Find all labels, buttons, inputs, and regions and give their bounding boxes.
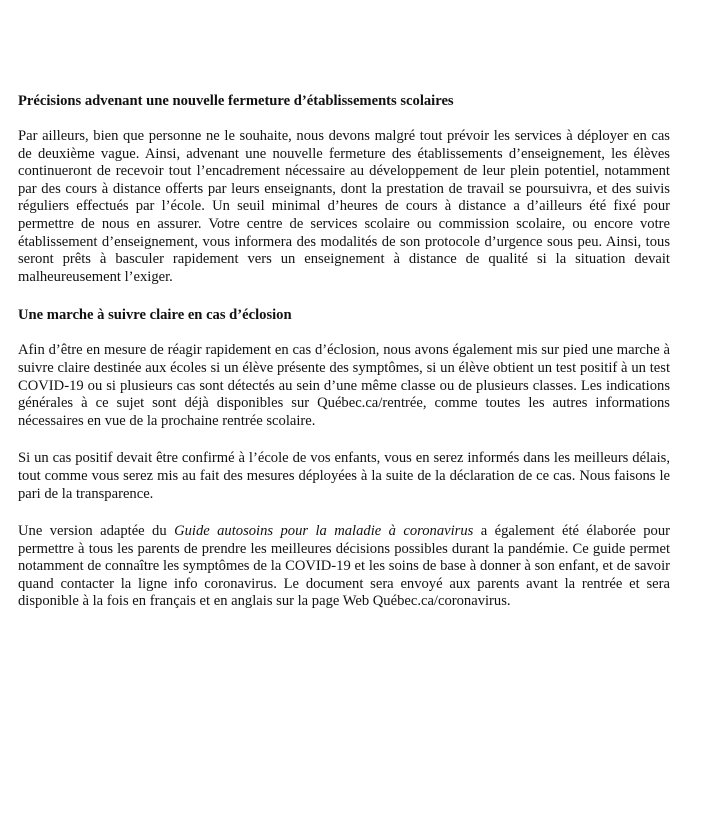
self-care-guide-title: Guide autosoins pour la maladie à coronavirus (174, 523, 474, 540)
self-care-guide-text-after: a également été élaborée pour permettre à tous les parents de prendre les meilleures décisions possibles durant la pandémie. Ce guide permet notamment de connaître les symptômes de la COVID-19 et les soins de base à donner à son enfant, et de savoir quand contacter la ligne info coronavirus. Le document sera envoyé aux parents avant la rentrée et sera disponible à la fois en français et en anglais sur la page Web Québec.ca/coronavirus. (18, 523, 670, 610)
document-body (18, 92, 670, 611)
paragraph-school-closure: Par ailleurs, bien que personne ne le souhaite, nous devons malgré tout prévoir les services à déployer en cas de deuxième vague. Ainsi, advenant une nouvelle fermeture des établissements d’enseignement, les élèves continueront de recevoir tout l’encadrement nécessaire au développement de leur plein potentiel, notamment par des cours à distance offerts par leurs enseignants, dont la prestation de travail se poursuivra, et des suivis réguliers effectués par l’école. Un seuil minimal d’heures de cours à distance a d’ailleurs été fixé pour permettre de nous en assurer. Votre centre de services scolaire ou commission scolaire, ou encore votre établissement d’enseignement, vous informera des modalités de son protocole d’urgence sous peu. Ainsi, tous seront prêts à basculer rapidement vers un enseignement à distance de qualité si la situation devait malheureusement l’exiger. (18, 128, 670, 285)
paragraph-outbreak-procedure: Afin d’être en mesure de réagir rapidement en cas d’éclosion, nous avons également mis sur pied une marche à suivre claire destinée aux écoles si un élève présente des symptômes, si un élève obtient un test positif à un test COVID-19 ou si plusieurs cas sont détectés au sein d’une même classe ou de plusieurs classes. Les indications générales à ce sujet sont déjà disponibles sur Québec.ca/rentrée, comme toutes les autres informations nécessaires en vue de la prochaine rentrée scolaire. (18, 342, 670, 429)
section-heading-school-closure: Précisions advenant une nouvelle fermeture d’établissements scolaires (18, 93, 454, 109)
section-heading-outbreak-procedure: Une marche à suivre claire en cas d’éclosion (18, 307, 292, 324)
self-care-guide-text-before: Une version adaptée du (18, 523, 175, 540)
paragraph-self-care-guide (18, 523, 670, 611)
paragraph-positive-case: Si un cas positif devait être confirmé à l’école de vos enfants, vous en serez informés dans les meilleurs délais, tout comme vous serez mis au fait des mesures déployées à la suite de la déclaration de ce cas. Nous faisons le pari de la transparence. (18, 450, 670, 502)
